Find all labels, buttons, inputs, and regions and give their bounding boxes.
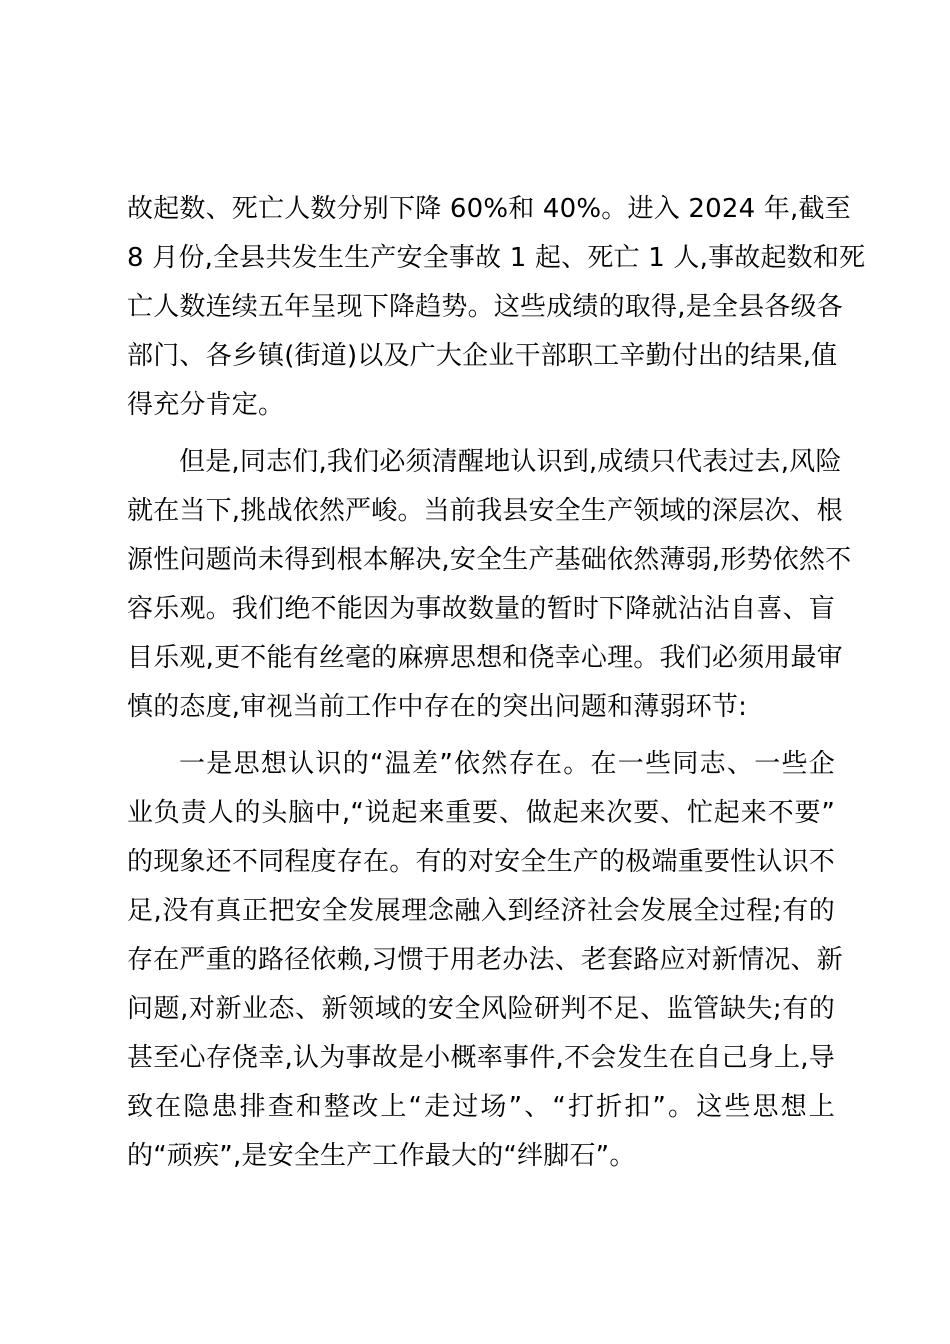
paragraph-line: 致在隐患排查和整改上“走过场”、“打折扣”。这些思想上 bbox=[127, 1092, 835, 1122]
paragraph-line: 存在严重的路径依赖,习惯于用老办法、老套路应对新情况、新 bbox=[127, 945, 843, 975]
paragraph-2 bbox=[127, 438, 852, 732]
paragraph-line: 8 月份,全县共发生生产安全事故 1 起、死亡 1 人,事故起数和死 bbox=[127, 243, 866, 273]
paragraph-line: 的“顽疾”,是安全生产工作最大的“绊脚石”。 bbox=[127, 1141, 636, 1171]
paragraph-spacer bbox=[127, 732, 835, 740]
paragraph-line: 甚至心存侥幸,认为事故是小概率事件,不会发生在自己身上,导 bbox=[127, 1043, 835, 1073]
paragraph-line: 源性问题尚未得到根本解决,安全生产基础依然薄弱,形势依然不 bbox=[127, 545, 852, 575]
paragraph-line: 一是思想认识的“温差”依然存在。在一些同志、一些企 bbox=[179, 749, 835, 779]
paragraph-line: 但是,同志们,我们必须清醒地认识到,成绩只代表过去,风险 bbox=[179, 447, 842, 477]
paragraph-spacer bbox=[127, 430, 835, 438]
paragraph-3 bbox=[127, 740, 843, 1181]
paragraph-line: 故起数、死亡人数分别下降 60%和 40%。进入 2024 年,截至 bbox=[127, 194, 851, 224]
paragraph-line: 问题,对新业态、新领域的安全风险研判不足、监管缺失;有的 bbox=[127, 994, 835, 1024]
paragraph-line: 目乐观,更不能有丝毫的麻痹思想和侥幸心理。我们必须用最审 bbox=[127, 643, 843, 673]
paragraph-line: 业负责人的头脑中,“说起来重要、做起来次要、忙起来不要” bbox=[127, 798, 835, 828]
paragraph-line: 的现象还不同程度存在。有的对安全生产的极端重要性认识不 bbox=[127, 847, 835, 877]
paragraph-line: 部门、各乡镇(街道)以及广大企业干部职工辛勤付出的结果,值 bbox=[127, 341, 838, 371]
document-body bbox=[127, 185, 866, 1181]
paragraph-line: 得充分肯定。 bbox=[127, 390, 285, 420]
paragraph-line: 容乐观。我们绝不能因为事故数量的暂时下降就沾沾自喜、盲 bbox=[127, 594, 835, 624]
paragraph-1 bbox=[127, 185, 866, 430]
paragraph-line: 亡人数连续五年呈现下降趋势。这些成绩的取得,是全县各级各 bbox=[127, 292, 843, 322]
paragraph-line: 足,没有真正把安全发展理念融入到经济社会发展全过程;有的 bbox=[127, 896, 835, 926]
paragraph-line: 慎的态度,审视当前工作中存在的突出问题和薄弱环节: bbox=[127, 692, 748, 722]
paragraph-line: 就在当下,挑战依然严峻。当前我县安全生产领域的深层次、根 bbox=[127, 496, 843, 526]
